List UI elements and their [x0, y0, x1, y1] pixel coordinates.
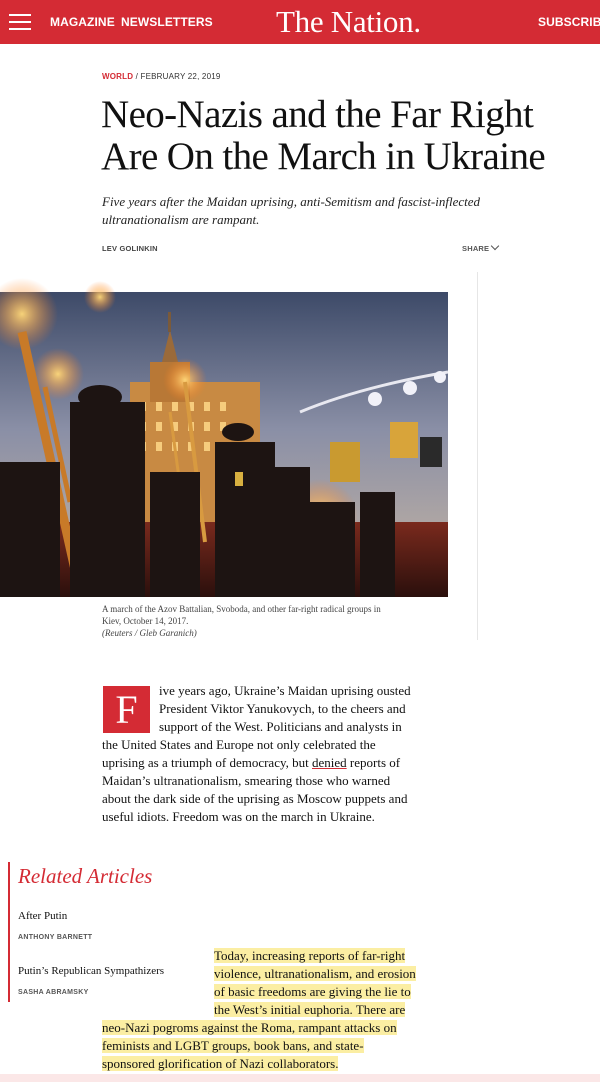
march-photo-illustration [0, 292, 448, 597]
author-byline[interactable]: LEV GOLINKIN [102, 244, 158, 253]
highlighted-text: sponsored glorification of Nazi collaborators. [102, 1056, 339, 1071]
body-line: about the dark side of the uprising as Moscow puppets and [102, 791, 408, 806]
body-line [102, 755, 400, 771]
highlighted-text: of basic freedoms are giving the lie to [214, 984, 411, 999]
body-line: the United States and Europe not only celebrated the [102, 737, 376, 752]
denied-link[interactable]: denied [312, 755, 347, 770]
caption-line: Kiev, October 14, 2017. [102, 616, 189, 626]
article-kicker [102, 72, 221, 81]
body-line [214, 984, 411, 1000]
dek-line: Five years after the Maidan uprising, anti-Semitism and fascist-inflected [102, 194, 481, 209]
headline-line: Neo-Nazis and the Far Right [101, 93, 534, 136]
body-text: uprising as a triumph of democracy, but [102, 755, 312, 770]
section-link[interactable]: WORLD [102, 72, 134, 81]
highlighted-text: feminists and LGBT groups, book bans, and state- [102, 1038, 364, 1053]
site-logo[interactable]: The Nation. [276, 4, 421, 39]
body-line [102, 1020, 397, 1036]
related-article-author[interactable]: ANTHONY BARNETT [18, 934, 93, 941]
related-article-author[interactable]: SASHA ABRAMSKY [18, 989, 89, 996]
publish-date: / FEBRUARY 22, 2019 [133, 72, 221, 81]
nav-magazine[interactable]: MAGAZINE [50, 15, 115, 29]
body-line: support of the West. Politicians and analysts in [159, 719, 402, 734]
photo-caption [102, 603, 452, 639]
highlighted-text: Today, increasing reports of far-right [214, 948, 406, 963]
highlighted-text: neo-Nazi pogroms against the Roma, rampant attacks on [102, 1020, 397, 1035]
body-text: reports of [346, 755, 401, 770]
body-line: President Viktor Yanukovych, to the cheers and [159, 701, 406, 716]
bottom-banner-edge [0, 1074, 600, 1082]
drop-cap: F [103, 686, 150, 733]
highlighted-text: violence, ultranationalism, and erosion [214, 966, 416, 981]
body-line [214, 1002, 405, 1018]
chevron-down-icon [491, 242, 499, 250]
highlighted-text: the West’s initial euphoria. There are [214, 1002, 406, 1017]
related-article-link[interactable]: Putin’s Republican Sympathizers [18, 965, 165, 977]
body-line [214, 966, 416, 982]
body-line: Maidan’s ultranationalism, smearing those who warned [102, 773, 391, 788]
share-label: SHARE [462, 244, 490, 253]
body-line [102, 1038, 364, 1054]
body-line [102, 1056, 338, 1072]
dek-line: ultranationalism are rampant. [102, 212, 260, 227]
headline-line: Are On the March in Ukraine [101, 135, 546, 178]
related-article-link[interactable]: After Putin [18, 910, 68, 922]
hamburger-menu-icon[interactable] [9, 14, 31, 30]
column-divider [477, 272, 478, 640]
related-accent-rule [8, 862, 10, 1002]
article-headline [101, 94, 596, 178]
subscribe-link[interactable]: SUBSCRIBE [538, 15, 610, 29]
related-articles-title: Related Articles [18, 864, 153, 888]
body-line [214, 948, 405, 964]
body-line: ive years ago, Ukraine’s Maidan uprising ousted [159, 683, 411, 698]
top-nav-bar [0, 0, 610, 44]
article-dek [102, 193, 492, 229]
nav-newsletters[interactable]: NEWSLETTERS [121, 15, 213, 29]
caption-line: A march of the Azov Battalian, Svoboda, and other far-right radical groups in [102, 604, 381, 614]
body-line: useful idiots. Freedom was on the march in Ukraine. [102, 809, 375, 824]
share-button[interactable] [462, 244, 498, 253]
article-photo [0, 292, 448, 597]
photo-credit: (Reuters / Gleb Garanich) [102, 628, 197, 638]
